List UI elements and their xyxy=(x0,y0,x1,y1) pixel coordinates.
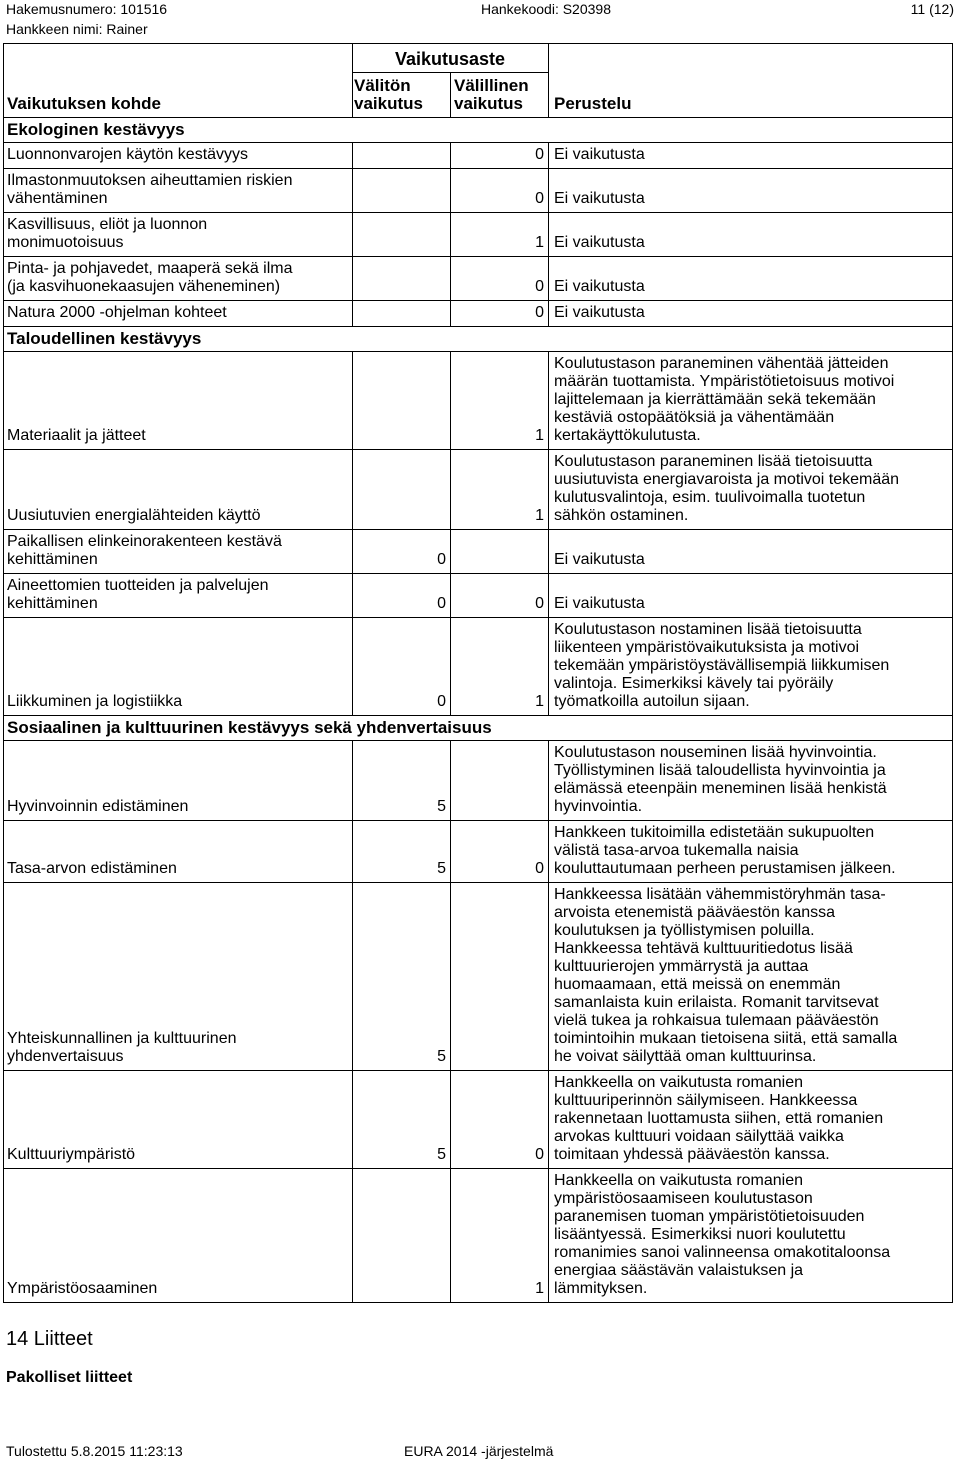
table-rule xyxy=(450,529,451,573)
table-rule xyxy=(450,820,451,882)
table-rule xyxy=(352,573,353,617)
table-rule xyxy=(352,142,353,168)
row-justification: Koulutustason paraneminen lisää tietoisuutta uusiutuvista energiavaroista ja motivoi tekemään kulutusvalintoja, esim. tuulivoimalla tuotetun sähkön ostaminen. xyxy=(554,453,900,524)
table-rule xyxy=(548,300,549,326)
table-rule xyxy=(352,256,353,300)
table-rule xyxy=(3,351,952,352)
row-target: Aineettomien tuotteiden ja palvelujen kehittäminen xyxy=(7,577,269,612)
row-direct-value: 0 xyxy=(437,551,446,568)
row-justification: Ei vaikutusta xyxy=(554,551,645,568)
table-rule xyxy=(352,1168,353,1302)
row-target: Natura 2000 -ohjelman kohteet xyxy=(7,304,227,321)
row-justification: Koulutustason nostaminen lisää tietoisuutta liikenteen ympäristövaikutuksista ja motivoi tekemään ympäristöystävällisempiä liikkumisen valintoja. Esimerkiksi kävely tai pyöräily työmatkoilla autoilun sijaan. xyxy=(554,621,890,710)
row-target: Ympäristöosaaminen xyxy=(7,1280,158,1297)
row-indirect-value: 0 xyxy=(535,595,544,612)
section-heading: 14 Liitteet xyxy=(6,1328,93,1350)
table-rule xyxy=(3,820,952,821)
row-justification: Ei vaikutusta xyxy=(554,304,645,321)
header-indirect: Välillinen vaikutus xyxy=(454,76,529,113)
project-name: Hankkeen nimi: Rainer xyxy=(6,21,148,37)
table-rule xyxy=(450,300,451,326)
table-rule xyxy=(548,142,549,168)
table-rule xyxy=(3,617,952,618)
row-target: Kasvillisuus, eliöt ja luonnon monimuotoisuus xyxy=(7,216,208,251)
row-justification: Hankkeessa lisätään vähemmistöryhmän tasa- arvoista etenemistä pääväestön kanssa koulutuksen ja työllistymisen poluilla. Hankkeessa tehtävä kulttuuritiedotus lisää kulttuurierojen ymmärrystä ja auttaa huomaamaan, että meissä on enemmän samanlaista kuin erilaista. Romanit tarvitsevat vielä tukea ja rohkaisua tulemaan pääväestön toimintoihin mukaan tietoisena siitä, että samalla he voivat säilyttää oman kulttuurinsa. xyxy=(554,886,898,1065)
application-number: Hakemusnumero: 101516 xyxy=(6,1,168,17)
row-target: Yhteiskunnallinen ja kulttuurinen yhdenvertaisuus xyxy=(7,1030,237,1065)
table-rule xyxy=(3,1302,952,1303)
row-target: Materiaalit ja jätteet xyxy=(7,427,146,444)
header-direct: Välitön vaikutus xyxy=(354,76,423,113)
row-indirect-value: 0 xyxy=(535,278,544,295)
table-rule xyxy=(3,882,952,883)
header-target: Vaikutuksen kohde xyxy=(7,94,161,113)
row-target: Paikallisen elinkeinorakenteen kestävä kehittäminen xyxy=(7,533,282,568)
project-code: Hankekoodi: S20398 xyxy=(481,1,611,17)
table-rule xyxy=(548,740,549,820)
table-rule xyxy=(3,449,952,450)
table-rule xyxy=(548,168,549,212)
row-target: Uusiutuvien energialähteiden käyttö xyxy=(7,507,261,524)
table-rule xyxy=(3,326,952,327)
table-rule xyxy=(548,882,549,1070)
table-rule xyxy=(352,168,353,212)
table-rule xyxy=(3,573,952,574)
table-rule xyxy=(3,142,952,143)
row-justification: Ei vaikutusta xyxy=(554,278,645,295)
table-rule xyxy=(548,43,549,117)
row-target: Tasa-arvon edistäminen xyxy=(7,860,177,877)
table-rule xyxy=(3,43,4,1303)
table-rule xyxy=(450,72,451,117)
header-impact-level: Vaikutusaste xyxy=(395,49,506,69)
table-rule xyxy=(450,449,451,529)
table-rule xyxy=(548,529,549,573)
header-justification: Perustelu xyxy=(554,94,632,113)
table-rule xyxy=(450,740,451,820)
row-indirect-value: 1 xyxy=(535,234,544,251)
section-title: Taloudellinen kestävyys xyxy=(7,329,202,348)
table-rule xyxy=(352,820,353,882)
row-target: Pinta- ja pohjavedet, maaperä sekä ilma (ja kasvihuonekaasujen väheneminen) xyxy=(7,260,293,295)
table-rule xyxy=(3,117,952,118)
row-indirect-value: 1 xyxy=(535,427,544,444)
row-direct-value: 0 xyxy=(437,595,446,612)
row-target: Luonnonvarojen käytön kestävyys xyxy=(7,146,249,163)
page-number: 11 (12) xyxy=(910,1,954,17)
row-direct-value: 5 xyxy=(437,860,446,877)
table-rule xyxy=(352,1070,353,1168)
table-rule xyxy=(548,617,549,715)
table-rule xyxy=(3,168,952,169)
table-rule xyxy=(450,573,451,617)
table-rule xyxy=(450,882,451,1070)
table-rule xyxy=(3,740,952,741)
table-rule xyxy=(352,351,353,449)
row-justification: Ei vaikutusta xyxy=(554,595,645,612)
table-rule xyxy=(450,168,451,212)
table-rule xyxy=(548,351,549,449)
row-justification: Koulutustason paraneminen vähentää jätteiden määrän tuottamista. Ympäristötietoisuus motivoi lajittelemaan ja kierrättämään sekä tekemään kestäviä ostopäätöksiä ja vähentämään kertakäyttökulutusta. xyxy=(554,355,895,444)
row-justification: Hankkeella on vaikutusta romanien ympäristöosaamiseen koulutustason paranemisen tuoman ympäristötietoisuuden lisääntyessä. Esimerkiksi nuori koulutettu romanimies sanoi valinneensa omakotitaloonsa energiaa säästävän valaistuksen ja lämmityksen. xyxy=(554,1172,891,1297)
table-rule xyxy=(548,820,549,882)
row-target: Ilmastonmuutoksen aiheuttamien riskien vähentäminen xyxy=(7,172,293,207)
row-justification: Koulutustason nouseminen lisää hyvinvointia. Työllistyminen lisää taloudellista hyvinvointia ja elämässä eteenpäin meneminen lisää henkistä hyvinvointia. xyxy=(554,744,887,815)
table-rule xyxy=(450,142,451,168)
row-justification: Hankkeen tukitoimilla edistetään sukupuolten välistä tasa-arvoa tukemalla naisia kouluttautumaan perheen perustamisen jälkeen. xyxy=(554,824,896,877)
row-target: Hyvinvoinnin edistäminen xyxy=(7,798,189,815)
row-direct-value: 0 xyxy=(437,693,446,710)
table-rule xyxy=(3,1168,952,1169)
table-rule xyxy=(352,529,353,573)
table-rule xyxy=(548,449,549,529)
table-rule xyxy=(548,212,549,256)
attachments-subheading: Pakolliset liitteet xyxy=(6,1369,133,1386)
row-indirect-value: 1 xyxy=(535,693,544,710)
footer-printed: Tulostettu 5.8.2015 11:23:13 xyxy=(6,1443,183,1459)
row-indirect-value: 0 xyxy=(535,146,544,163)
row-direct-value: 5 xyxy=(437,1146,446,1163)
row-target: Kulttuuriympäristö xyxy=(7,1146,136,1163)
table-rule xyxy=(548,573,549,617)
table-rule xyxy=(352,882,353,1070)
section-title: Ekologinen kestävyys xyxy=(7,120,185,139)
row-target: Liikkuminen ja logistiikka xyxy=(7,693,183,710)
table-rule xyxy=(352,212,353,256)
table-rule xyxy=(352,300,353,326)
table-rule xyxy=(450,1070,451,1168)
footer-system: EURA 2014 -järjestelmä xyxy=(404,1443,554,1459)
row-indirect-value: 0 xyxy=(535,860,544,877)
section-title: Sosiaalinen ja kulttuurinen kestävyys sekä yhdenvertaisuus xyxy=(7,718,492,737)
row-direct-value: 5 xyxy=(437,1048,446,1065)
table-rule xyxy=(352,449,353,529)
table-rule xyxy=(352,740,353,820)
table-rule xyxy=(352,43,353,117)
table-rule xyxy=(548,256,549,300)
table-rule xyxy=(3,43,952,44)
table-rule xyxy=(450,351,451,449)
table-rule xyxy=(952,43,953,1303)
row-indirect-value: 1 xyxy=(535,507,544,524)
table-rule xyxy=(3,256,952,257)
table-rule xyxy=(352,617,353,715)
row-indirect-value: 1 xyxy=(535,1280,544,1297)
row-justification: Hankkeella on vaikutusta romanien kulttuuriperinnön säilymiseen. Hankkeessa rakennetaan luottamusta siihen, että romanien arvokas kulttuuri voidaan säilyttää vaikka toimitaan yhdessä pääväestön kanssa. xyxy=(554,1074,884,1163)
row-justification: Ei vaikutusta xyxy=(554,146,645,163)
row-indirect-value: 0 xyxy=(535,304,544,321)
table-rule xyxy=(450,1168,451,1302)
row-direct-value: 5 xyxy=(437,798,446,815)
table-rule xyxy=(548,1168,549,1302)
row-indirect-value: 0 xyxy=(535,1146,544,1163)
table-rule xyxy=(3,212,952,213)
row-justification: Ei vaikutusta xyxy=(554,190,645,207)
table-rule xyxy=(3,300,952,301)
table-rule xyxy=(548,1070,549,1168)
table-rule xyxy=(450,256,451,300)
table-rule xyxy=(3,715,952,716)
row-indirect-value: 0 xyxy=(535,190,544,207)
table-rule xyxy=(450,212,451,256)
table-rule xyxy=(450,617,451,715)
row-justification: Ei vaikutusta xyxy=(554,234,645,251)
table-rule xyxy=(3,529,952,530)
table-rule xyxy=(3,1070,952,1071)
